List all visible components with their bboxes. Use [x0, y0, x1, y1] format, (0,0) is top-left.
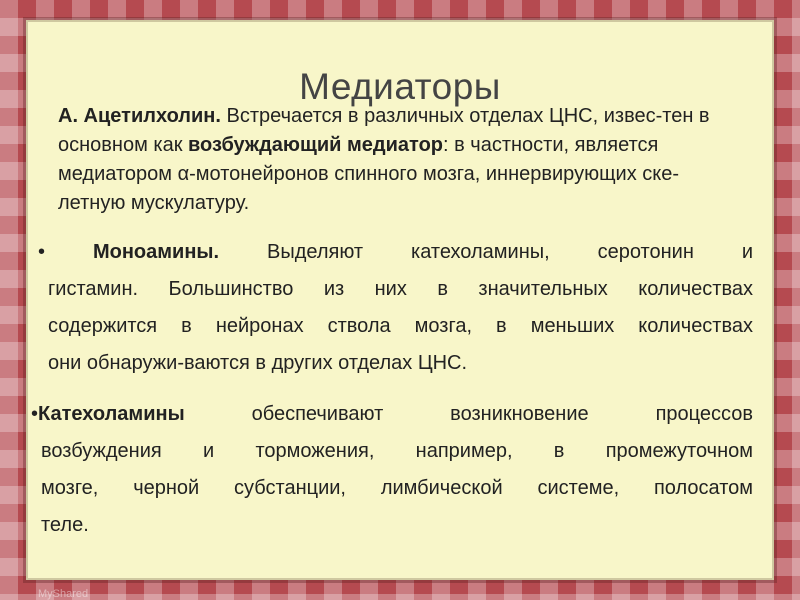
- monoamines-line-2: гистамин. Большинство из них в значительных количествах: [48, 278, 753, 300]
- monoamines-line-1: [38, 234, 753, 271]
- monoamines-line-1-text: Выделяют катехоламины, серотонин и: [219, 241, 753, 263]
- monoamines-heading: Моноамины.: [92, 241, 220, 263]
- bullet-icon: •: [38, 241, 46, 263]
- acetylcholine-heading: А. Ацетилхолин.: [58, 105, 221, 127]
- excitatory-mediator-term: возбуждающий медиатор: [188, 134, 443, 156]
- catecholamines-line-1-text: обеспечивают возникновение процессов: [184, 403, 753, 425]
- catecholamines-line-3: мозге, черной субстанции, лимбической системе, полосатом: [41, 477, 753, 499]
- catecholamines-line-4: теле.: [41, 514, 89, 536]
- monoamines-paragraph: [38, 234, 753, 382]
- monoamines-line-4: они обнаружи-ваются в других отделах ЦНС.: [48, 352, 468, 374]
- monoamines-line-3: содержится в нейронах ствола мозга, в меньших количествах: [48, 315, 753, 337]
- acetylcholine-text-1: Встречается в различных отделах ЦНС, извес-тен в основном как: [58, 105, 710, 156]
- slide-panel: [26, 20, 774, 580]
- acetylcholine-text-2: : в частности, является медиатором α-мотонейронов спинного мозга, иннервирующих ске-летную мускулатуру.: [58, 134, 680, 214]
- catecholamines-line-2: возбуждения и торможения, например, в промежуточном: [41, 440, 753, 462]
- watermark: MyShared: [38, 588, 89, 600]
- acetylcholine-paragraph: [58, 102, 738, 218]
- catecholamines-heading: Катехоламины: [38, 403, 185, 425]
- catecholamines-paragraph: [31, 396, 753, 544]
- bullet-icon: •: [31, 403, 39, 425]
- catecholamines-line-1: [31, 396, 753, 433]
- slide-title: Медиаторы: [299, 66, 501, 107]
